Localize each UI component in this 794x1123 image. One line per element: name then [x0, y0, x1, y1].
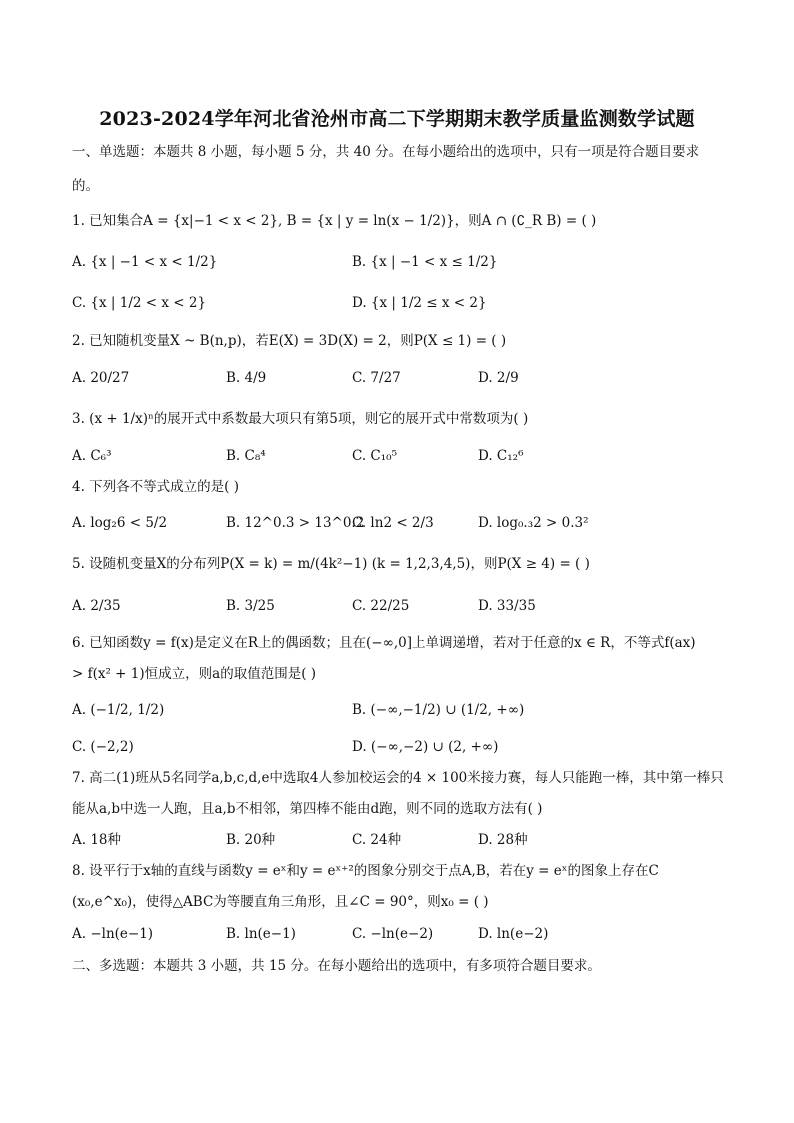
question-4-option-a: A. log₂6 < 5/2: [72, 515, 168, 531]
question-5-option-a: A. 2/35: [72, 598, 121, 614]
question-2-stem: 2. 已知随机变量X ~ B(n,p)，若E(X) = 3D(X) = 2，则P(X ≤ 1) = ( ): [72, 333, 507, 349]
question-8-option-c: C. −ln(e−2): [352, 926, 434, 942]
question-7-option-b: B. 20种: [226, 832, 276, 848]
question-3-option-d: D. C₁₂⁶: [478, 448, 524, 464]
question-8-stem-line-1: 8. 设平行于x轴的直线与函数y = eˣ和y = eˣ⁺²的图象分别交于点A,B，若在y = eˣ的图象上存在C: [72, 863, 659, 879]
question-7-option-d: D. 28种: [478, 832, 528, 848]
question-2-option-a: A. 20/27: [72, 370, 130, 386]
page-title: 2023-2024学年河北省沧州市高二下学期期末教学质量监测数学试题: [99, 108, 695, 130]
question-6-stem-line-1: 6. 已知函数y = f(x)是定义在R上的偶函数；且在(−∞,0]上单调递增，若对于任意的x ∈ R，不等式f(ax): [72, 635, 696, 651]
question-4-option-b: B. 12^0.3 > 13^0.2: [226, 515, 365, 531]
question-7-stem-line-2: 能从a,b中选一人跑，且a,b不相邻，第四棒不能由d跑，则不同的选取方法有( ): [72, 801, 543, 817]
section-2-instructions: 二、多选题：本题共 3 小题，共 15 分。在每小题给出的选项中，有多项符合题目要求。: [72, 958, 601, 974]
question-8-option-b: B. ln(e−1): [226, 926, 296, 942]
question-6-option-a: A. (−1/2, 1/2): [72, 702, 165, 718]
question-5-option-c: C. 22/25: [352, 598, 410, 614]
question-5-option-d: D. 33/35: [478, 598, 536, 614]
question-8-stem-line-2: (x₀,e^x₀)，使得△ABC为等腰直角三角形，且∠C = 90°，则x₀ = ( ): [72, 894, 489, 910]
question-2-option-d: D. 2/9: [478, 370, 519, 386]
question-1-option-c: C. {x | 1/2 < x < 2}: [72, 295, 207, 311]
question-6-option-c: C. (−2,2): [72, 739, 134, 755]
question-6-option-d: D. (−∞,−2) ∪ (2, +∞): [352, 739, 499, 755]
question-3-option-b: B. C₈⁴: [226, 448, 266, 464]
question-7-option-a: A. 18种: [72, 832, 122, 848]
question-4-option-c: C. ln2 < 2/3: [352, 515, 434, 531]
question-3-stem: 3. (x + 1/x)ⁿ的展开式中系数最大项只有第5项，则它的展开式中常数项为( ): [72, 411, 529, 427]
question-4-stem: 4. 下列各不等式成立的是( ): [72, 479, 239, 495]
question-5-option-b: B. 3/25: [226, 598, 275, 614]
question-8-option-a: A. −ln(e−1): [72, 926, 154, 942]
question-2-option-b: B. 4/9: [226, 370, 267, 386]
question-6-option-b: B. (−∞,−1/2) ∪ (1/2, +∞): [352, 702, 525, 718]
question-8-option-d: D. ln(e−2): [478, 926, 549, 942]
question-4-option-d: D. log₀.₃2 > 0.3²: [478, 515, 589, 531]
question-2-option-c: C. 7/27: [352, 370, 401, 386]
section-1-instructions-line-2: 的。: [72, 178, 99, 194]
question-1-option-a: A. {x | −1 < x < 1/2}: [72, 254, 218, 270]
question-1-option-d: D. {x | 1/2 ≤ x < 2}: [352, 295, 487, 311]
question-7-stem-line-1: 7. 高二(1)班从5名同学a,b,c,d,e中选取4人参加校运会的4 × 100米接力赛，每人只能跑一棒，其中第一棒只: [72, 770, 724, 786]
question-1-option-b: B. {x | −1 < x ≤ 1/2}: [352, 254, 498, 270]
question-5-stem: 5. 设随机变量X的分布列P(X = k) = m/(4k²−1) (k = 1,2,3,4,5)，则P(X ≥ 4) = ( ): [72, 556, 590, 572]
question-3-option-c: C. C₁₀⁵: [352, 448, 397, 464]
question-6-stem-line-2: > f(x² + 1)恒成立，则a的取值范围是( ): [72, 666, 317, 682]
section-1-instructions-line-1: 一、单选题：本题共 8 小题，每小题 5 分，共 40 分。在每小题给出的选项中，只有一项是符合题目要求: [72, 144, 700, 160]
question-7-option-c: C. 24种: [352, 832, 402, 848]
question-1-stem: 1. 已知集合A = {x|−1 < x < 2}, B = {x | y = ln(x − 1/2)}，则A ∩ (∁_R B) = ( ): [72, 213, 597, 229]
question-3-option-a: A. C₆³: [72, 448, 112, 464]
